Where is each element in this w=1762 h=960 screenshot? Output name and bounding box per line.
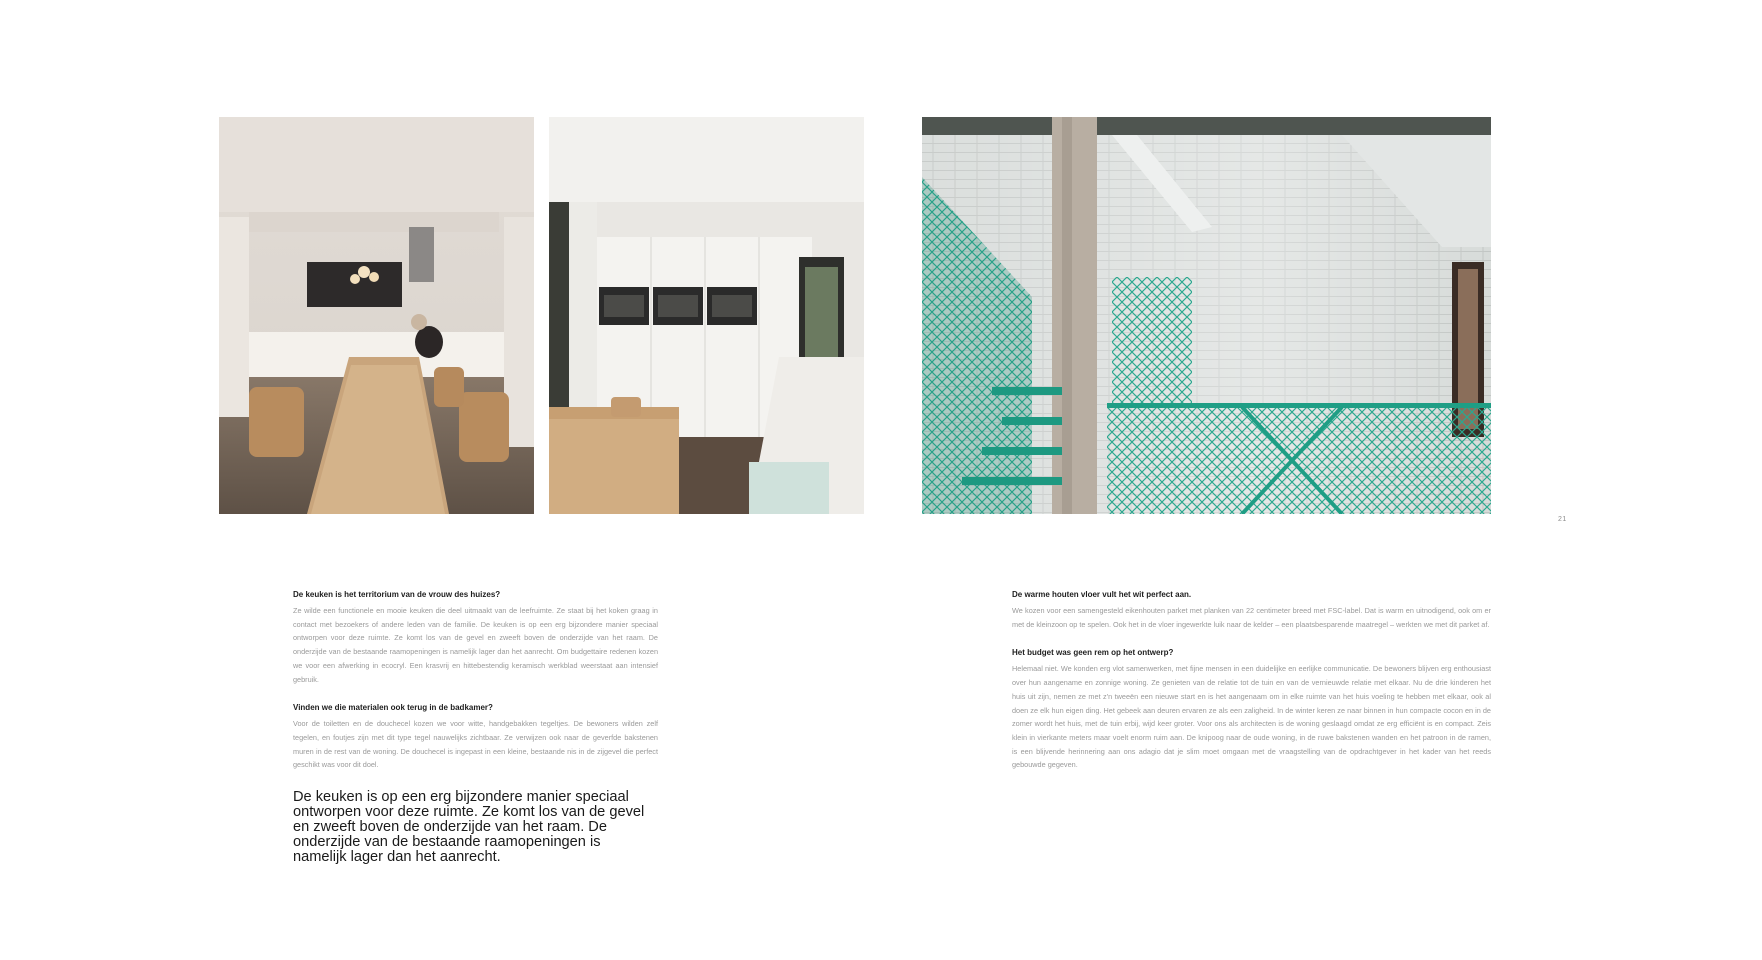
section-body: Voor de toiletten en de douchecel kozen we voor witte, handgebakken tegeltjes. De bewoners wilden zelf tegelen, en foutjes zijn met dit type tegel nauwelijks zichtbaar. Ze verwijzen ook naar de geverfde bakstenen muren in de rest van de woning. De douchecel is ingepast in een kleine, bestaande nis in de zijgevel die perfect geschikt was voor dit doel. <box>293 719 658 770</box>
section-heading: De keuken is het territorium van de vrouw des huizes? <box>293 590 501 599</box>
section-body: We kozen voor een samengesteld eikenhouten parket met planken van 22 centimeter breed met FSC-label. Dat is warm en uitnodigend, ook om er met de kleinzoon op te spelen. Ook het in de vloer ingewerkte luik naar de kelder – een plaatsbesparende maatregel – werkten we met dit parket af. <box>1012 606 1491 629</box>
section-heading: Het budget was geen rem op het ontwerp? <box>1012 648 1174 658</box>
page-number: 21 <box>1558 516 1567 523</box>
kitchen-cabinets-photo <box>549 117 864 514</box>
right-text-column <box>1012 589 1491 788</box>
section-body: Helemaal niet. We konden erg vlot samenwerken, met fijne mensen in een duidelijke en eerlijke communicatie. De bewoners blijven erg enthousiast over hun aangename en zonnige woning. Ze genieten van de relatie tot de tuin en van de vernieuwde relatie met elkaar. Nu de drie kinderen het huis uit zijn, nemen ze met z'n tweeën een nieuwe start en is het aangenaam om in elke ruimte van het huis voeling te hebben met elkaar, ook al doen ze elk hun eigen ding. Het gebeek aan deuren ervaren ze als een zaligheid. In de winter keren ze naar binnen in hun compacte cocon en in de zomer wordt het huis, met de tuin erbij, wijd keer groter. Voor ons als architecten is de woning geslaagd omdat ze erg efficiënt is en compact. Zeis klein in vierkante meters maar voelt enorm ruim aan. De knipoog naar de oude woning, in de ruwe bakstenen wanden en het patroon in de ramen, is een blijvende herinnering aan ons adagio dat je slim moet omgaan met de vraagstelling van de opdrachtgever in het kader van het reeds gebouwde gegeven. <box>1012 664 1491 770</box>
section-body: Ze wilde een functionele en mooie keuken die deel uitmaakt van de leefruimte. Ze staat bij het koken graag in contact met bezoekers of andere leden van de familie. De keuken is op een erg bijzondere manier speciaal ontworpen voor deze ruimte. Ze komt los van de gevel en zweeft boven de onderzijde van het raam. De onderzijde van de bestaande raamopeningen is namelijk lager dan het aanrecht. Om budgettaire redenen kozen we voor een afwerking in ecocryl. Een krasvrij en hittebestendig keramisch werkblad weerstaat aan intensief gebruik. <box>293 606 658 684</box>
green-staircase-photo <box>922 117 1491 514</box>
section-heading: De warme houten vloer vult het wit perfect aan. <box>1012 590 1192 599</box>
pull-quote: De keuken is op een erg bijzondere manier speciaal ontworpen voor deze ruimte. Ze komt los van de gevel en zweeft boven de onderzijde van het raam. De onderzijde van de bestaande raamopeningen is namelijk lager dan het aanrecht. <box>293 789 645 866</box>
kitchen-dining-photo <box>219 117 534 514</box>
section-heading: Vinden we die materialen ook terug in de badkamer? <box>293 703 493 713</box>
left-text-column <box>293 589 658 865</box>
